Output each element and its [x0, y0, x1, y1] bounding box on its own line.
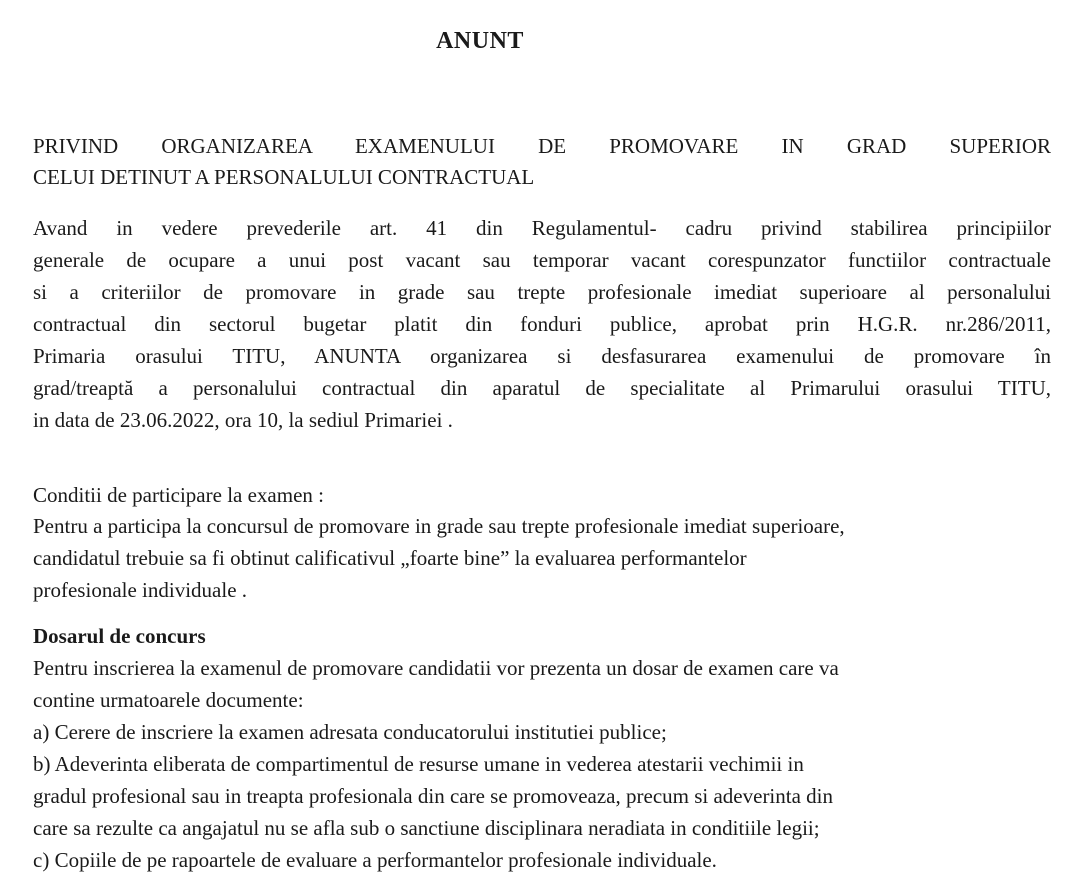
- dossier-item-b: b) Adeverinta eliberata de compartimentul de resurse umane in vederea atestarii vechimii in: [33, 752, 804, 776]
- conditions-heading: Conditii de participare la examen :: [33, 483, 324, 507]
- dossier-heading: Dosarul de concurs: [33, 624, 206, 648]
- dossier-line: Pentru inscrierea la examenul de promovare candidatii vor prezenta un dosar de examen care va: [33, 656, 839, 680]
- intro-line: contractual din sectorul bugetar platit din fonduri publice, aprobat prin H.G.R. nr.286/2011,: [33, 312, 1051, 336]
- intro-line: generale de ocupare a unui post vacant sau temporar vacant corespunzator functiilor contractuale: [33, 248, 1051, 272]
- intro-line: Primaria orasului TITU, ANUNTA organizarea si desfasurarea examenului de promovare în: [33, 344, 1051, 368]
- subject-line: CELUI DETINUT A PERSONALULUI CONTRACTUAL: [33, 165, 535, 189]
- dossier-item-c: c) Copiile de pe rapoartele de evaluare a performantelor profesionale individuale.: [33, 848, 717, 872]
- conditions-line: Pentru a participa la concursul de promovare in grade sau trepte profesionale imediat superioare,: [33, 514, 845, 538]
- dossier-item-a: a) Cerere de inscriere la examen adresata conducatorului institutiei publice;: [33, 720, 667, 744]
- intro-line: si a criteriilor de promovare in grade sau trepte profesionale imediat superioare al personalului: [33, 280, 1051, 304]
- conditions-line: profesionale individuale .: [33, 578, 248, 602]
- intro-line: grad/treaptă a personalului contractual din aparatul de specialitate al Primarului orasului TITU,: [33, 376, 1051, 400]
- dossier-item-b-cont: gradul profesional sau in treapta profesionala din care se promoveaza, precum si adeverinta din: [33, 784, 834, 808]
- document-title: ANUNT: [436, 28, 524, 54]
- dossier-line: contine urmatoarele documente:: [33, 688, 304, 712]
- dossier-item-b-cont: care sa rezulte ca angajatul nu se afla sub o sanctiune disciplinara neradiata in conditiile legii;: [33, 816, 820, 840]
- subject-line: PRIVIND ORGANIZAREA EXAMENULUI DE PROMOVARE IN GRAD SUPERIOR: [33, 134, 1051, 158]
- conditions-line: candidatul trebuie sa fi obtinut calificativul „foarte bine” la evaluarea performantelor: [33, 546, 747, 570]
- intro-line: Avand in vedere prevederile art. 41 din Regulamentul- cadru privind stabilirea principiilor: [33, 216, 1051, 240]
- intro-line: in data de 23.06.2022, ora 10, la sediul Primariei .: [33, 408, 453, 432]
